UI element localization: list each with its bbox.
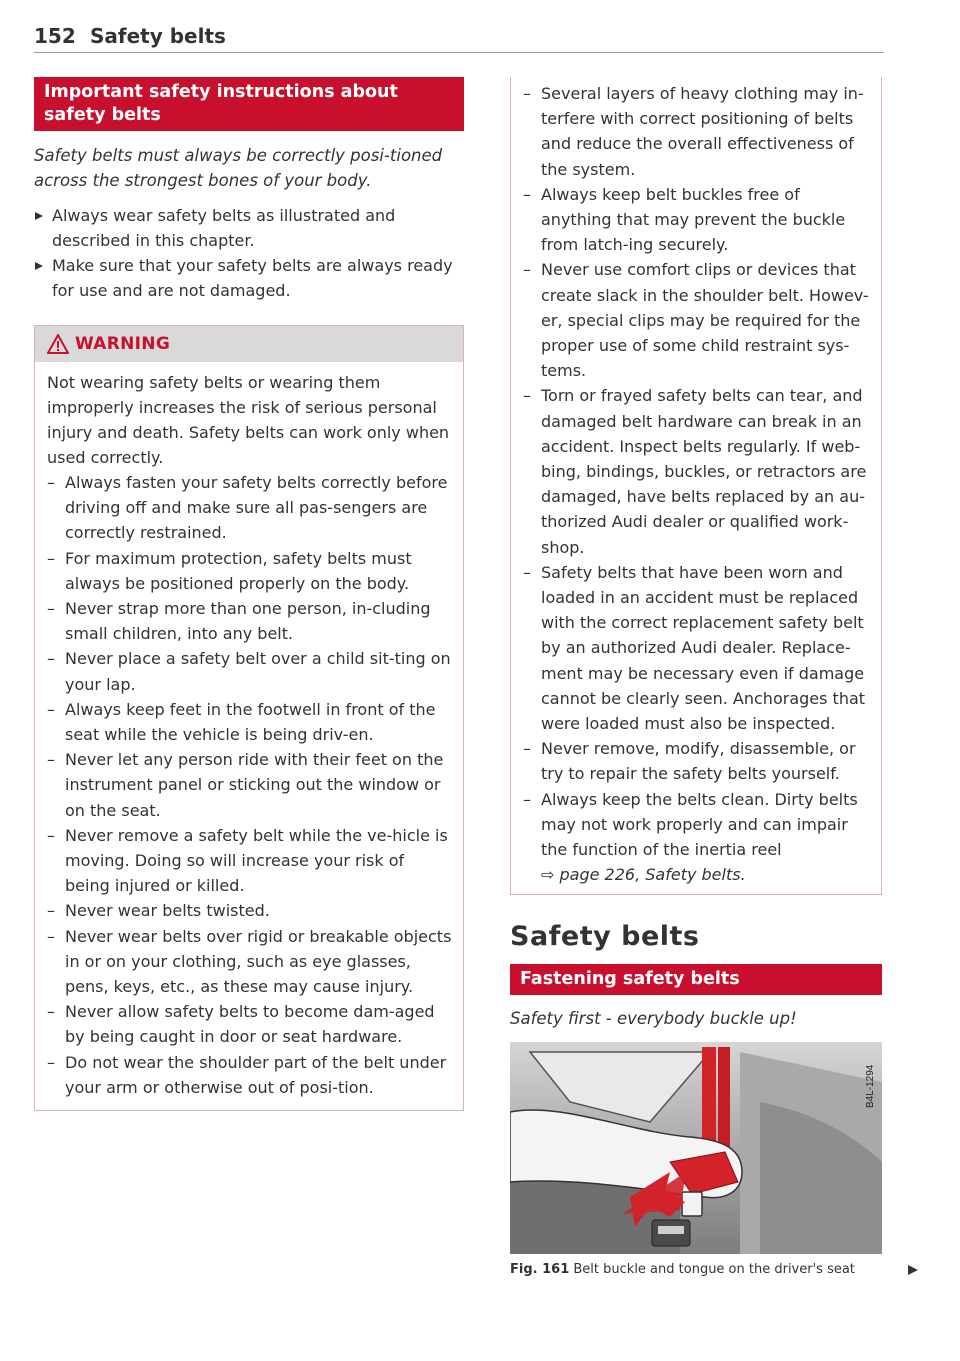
warning-item: – Never let any person ride with their feet on the instrument panel or sticking out the window or on the seat. bbox=[47, 750, 444, 820]
warning-item: – Do not wear the shoulder part of the belt under your arm or otherwise out of posi-tion. bbox=[47, 1052, 447, 1097]
page-header bbox=[34, 22, 884, 53]
warning-item: – Never use comfort clips or devices that create slack in the shoulder belt. Howev-er, special clips may be required for the proper use of some child restraint sys-tems. bbox=[523, 260, 869, 381]
warning-header bbox=[35, 326, 463, 362]
warning-title: WARNING bbox=[75, 334, 171, 354]
warning-item: – For maximum protection, safety belts must always be positioned properly on the body. bbox=[47, 548, 412, 593]
intro-text: Safety belts must always be correctly posi-tioned across the strongest bones of your body. bbox=[34, 146, 443, 190]
warning-item: – Never remove a safety belt while the ve-hicle is moving. Doing so will increase your risk of being injured or killed. bbox=[47, 825, 448, 896]
warning-item: – Never remove, modify, disassemble, or try to repair the safety belts yourself. bbox=[523, 739, 856, 784]
section-title: Safety belts bbox=[510, 920, 700, 952]
figure-caption-text: Belt buckle and tongue on the driver's seat bbox=[573, 1261, 855, 1277]
warning-item: – Never place a safety belt over a child sit-ting on your lap. bbox=[47, 649, 451, 694]
subsection-intro: Safety first - everybody buckle up! bbox=[510, 1008, 797, 1028]
triangle-bullet-icon bbox=[35, 212, 43, 220]
figure-caption bbox=[510, 1262, 882, 1277]
warning-item: – Always fasten your safety belts correctly before driving off and make sure all pas-sengers are correctly restrained. bbox=[47, 473, 448, 543]
warning-box bbox=[34, 325, 464, 1111]
belt-buckle-illustration bbox=[510, 1042, 882, 1254]
warning-item: – Never wear belts over rigid or breakable objects in or on your clothing, such as eye glasses, pens, keys, etc., as these may cause injury. bbox=[47, 926, 452, 997]
warning-continuation-box bbox=[510, 77, 882, 895]
section-heading-bar: Important safety instructions about safety belts bbox=[34, 77, 464, 131]
continue-arrow-icon bbox=[908, 1265, 918, 1275]
warning-item: – Always keep feet in the footwell in front of the seat while the vehicle is being driv-en. bbox=[47, 699, 436, 745]
instruction-list bbox=[34, 203, 464, 303]
triangle-bullet-icon bbox=[35, 262, 43, 270]
warning-item: – Always keep belt buckles free of anything that may prevent the buckle from latch-ing securely. bbox=[523, 184, 846, 255]
instruction-item: Make sure that your safety belts are always ready for use and are not damaged. bbox=[34, 253, 464, 303]
warning-item: – Safety belts that have been worn and loaded in an accident must be replaced with the correct replacement safety belt by an authorized Audi dealer. Replace-ment may be necessary even if damage cannot be clearly seen. Anchorages that were loaded must also be inspected. bbox=[523, 562, 866, 734]
instruction-item: Always wear safety belts as illustrated and described in this chapter. bbox=[34, 203, 464, 253]
warning-item: – Several layers of heavy clothing may in-terfere with correct positioning of belts and reduce the overall effectiveness of the system. bbox=[523, 84, 864, 179]
svg-text:B4L-1294: B4L-1294 bbox=[865, 1064, 876, 1108]
running-section-title: Safety belts bbox=[90, 24, 226, 48]
warning-list bbox=[47, 470, 453, 1100]
warning-item: – Never wear belts twisted. bbox=[47, 901, 270, 921]
warning-item: – Torn or frayed safety belts can tear, and damaged belt hardware can break in an accident. Inspect belts regularly. If web-bing, bindings, buckles, or retractors are damaged, have belts replaced by an au-thorized Audi dealer or qualified work-shop. bbox=[523, 386, 867, 557]
warning-item: – Never strap more than one person, in-cluding small children, into any belt. bbox=[47, 599, 431, 644]
warning-item: – Never allow safety belts to become dam-aged by being caught in door or seat hardware. bbox=[47, 1002, 435, 1047]
figure-id-label bbox=[860, 1050, 878, 1110]
subsection-heading-bar: Fastening safety belts bbox=[510, 964, 882, 995]
page-number: 152 bbox=[34, 24, 76, 48]
left-column bbox=[34, 77, 464, 1111]
page-reference-link[interactable]: ⇨ page 226, Safety belts. bbox=[541, 865, 746, 885]
warning-item: – Always keep the belts clean. Dirty belts may not work properly and can impair the function of the inertia reel ⇨ page 226, Safety belts. bbox=[523, 789, 858, 885]
warning-body bbox=[35, 362, 463, 1110]
figure-illustration bbox=[510, 1042, 882, 1254]
warning-triangle-icon bbox=[47, 334, 69, 354]
warning-list-continued bbox=[523, 81, 871, 888]
warning-text: Not wearing safety belts or wearing them improperly increases the risk of serious personal injury and death. Safety belts can work only when used correctly. bbox=[47, 373, 450, 467]
right-column bbox=[510, 77, 882, 1277]
figure-label: Fig. 161 bbox=[510, 1261, 570, 1277]
